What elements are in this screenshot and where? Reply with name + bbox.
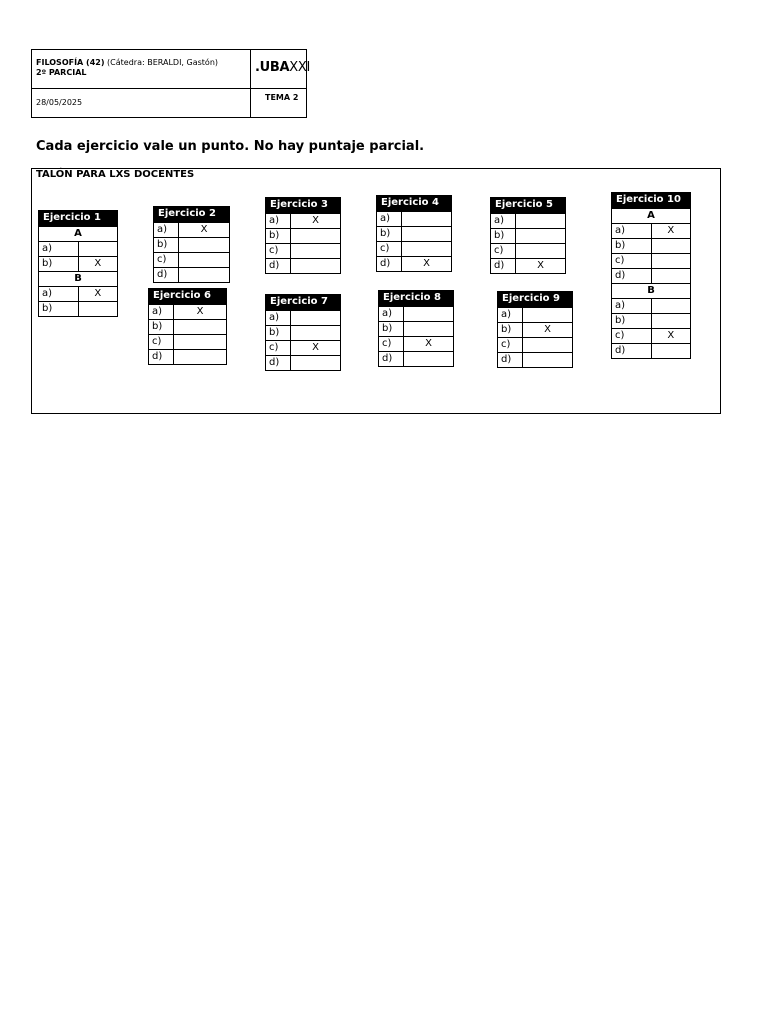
answer-mark-cell: [174, 320, 227, 335]
section-label: B: [612, 284, 691, 299]
answer-mark-cell: [404, 307, 454, 322]
exam-header: [31, 49, 311, 118]
answer-mark-cell: [523, 353, 573, 368]
option-label: a): [379, 307, 404, 322]
exercise-title: Ejercicio 6: [148, 288, 227, 304]
option-label: c): [612, 254, 652, 269]
answer-mark-cell: X: [523, 323, 573, 338]
uba-xxi-logo: .UBAXXI: [255, 60, 311, 75]
course-name: FILOSOFÍA (42): [36, 58, 105, 67]
answer-row: [498, 323, 573, 338]
answer-row: [266, 311, 341, 326]
option-label: c): [154, 253, 179, 268]
exercise-title: Ejercicio 1: [38, 210, 118, 226]
answer-row: [377, 227, 452, 242]
answer-row: [154, 238, 230, 253]
option-label: d): [377, 257, 402, 272]
answer-mark-cell: [291, 259, 341, 274]
answer-mark-cell: X: [402, 257, 452, 272]
answer-mark-cell: [402, 227, 452, 242]
answer-mark-cell: X: [404, 337, 454, 352]
answer-mark-cell: [179, 268, 230, 283]
answer-mark-cell: [174, 350, 227, 365]
answer-row: [149, 305, 227, 320]
exercise-title: Ejercicio 9: [497, 291, 573, 307]
answer-row: [612, 224, 691, 239]
exam-name: 2º PARCIAL: [36, 68, 87, 77]
answer-mark-cell: [516, 229, 566, 244]
answer-mark-cell: [404, 322, 454, 337]
option-label: d): [154, 268, 179, 283]
exercise-10: [611, 192, 691, 359]
option-label: c): [149, 335, 174, 350]
exercise-title: Ejercicio 7: [265, 294, 341, 310]
answer-row: [379, 352, 454, 367]
answer-mark-cell: [651, 254, 691, 269]
answer-mark-cell: [651, 314, 691, 329]
option-label: a): [491, 214, 516, 229]
answer-row: [39, 302, 118, 317]
answer-mark-cell: [291, 229, 341, 244]
answer-row: [379, 307, 454, 322]
answer-mark-cell: X: [78, 287, 118, 302]
option-label: b): [612, 314, 652, 329]
exercise-title: Ejercicio 8: [378, 290, 454, 306]
exercise-8: [378, 290, 454, 367]
answer-mark-cell: X: [174, 305, 227, 320]
tema-label: TEMA 2: [265, 93, 299, 102]
option-label: a): [39, 242, 79, 257]
answer-mark-cell: X: [516, 259, 566, 274]
exercise-2: [153, 206, 230, 283]
header-divider-horizontal: [32, 88, 306, 89]
option-label: d): [612, 344, 652, 359]
option-label: c): [377, 242, 402, 257]
option-label: b): [379, 322, 404, 337]
option-label: a): [498, 308, 523, 323]
answer-row: [612, 239, 691, 254]
answer-mark-cell: [179, 238, 230, 253]
option-label: a): [266, 214, 291, 229]
section-header-row: [39, 272, 118, 287]
answer-mark-cell: X: [651, 329, 691, 344]
answer-grid: [611, 208, 691, 359]
answer-row: [149, 350, 227, 365]
option-label: c): [266, 341, 291, 356]
answer-row: [612, 269, 691, 284]
exercise-title: Ejercicio 4: [376, 195, 452, 211]
option-label: b): [612, 239, 652, 254]
answer-row: [154, 223, 230, 238]
answer-row: [379, 337, 454, 352]
answer-row: [491, 244, 566, 259]
option-label: b): [154, 238, 179, 253]
answer-row: [266, 244, 341, 259]
answer-grid: [376, 211, 452, 272]
answer-grid: [153, 222, 230, 283]
answer-row: [612, 344, 691, 359]
answer-row: [491, 214, 566, 229]
option-label: a): [266, 311, 291, 326]
section-label: A: [612, 209, 691, 224]
answer-mark-cell: [516, 214, 566, 229]
answer-row: [266, 356, 341, 371]
instructions: Cada ejercicio vale un punto. No hay puntaje parcial.: [36, 139, 425, 154]
answer-row: [377, 257, 452, 272]
option-label: d): [612, 269, 652, 284]
answer-mark-cell: X: [651, 224, 691, 239]
option-label: c): [612, 329, 652, 344]
teacher-stub: [31, 168, 721, 414]
option-label: b): [39, 302, 79, 317]
answer-mark-cell: [291, 244, 341, 259]
exercise-title: Ejercicio 5: [490, 197, 566, 213]
answer-row: [149, 320, 227, 335]
answer-row: [612, 329, 691, 344]
answer-row: [149, 335, 227, 350]
answer-grid: [490, 213, 566, 274]
answer-mark-cell: [404, 352, 454, 367]
option-label: a): [154, 223, 179, 238]
option-label: d): [498, 353, 523, 368]
answer-row: [612, 299, 691, 314]
option-label: c): [379, 337, 404, 352]
answer-mark-cell: [78, 302, 118, 317]
exercise-title: Ejercicio 10: [611, 192, 691, 208]
answer-mark-cell: [78, 242, 118, 257]
answer-row: [491, 259, 566, 274]
exercise-4: [376, 195, 452, 272]
option-label: d): [266, 356, 291, 371]
answer-mark-cell: [651, 299, 691, 314]
option-label: b): [377, 227, 402, 242]
answer-grid: [497, 307, 573, 368]
option-label: a): [39, 287, 79, 302]
section-header-row: [612, 284, 691, 299]
answer-mark-cell: X: [78, 257, 118, 272]
exercise-title: Ejercicio 2: [153, 206, 230, 222]
answer-row: [498, 353, 573, 368]
course-info: [36, 58, 218, 78]
exercise-6: [148, 288, 227, 365]
answer-row: [154, 268, 230, 283]
option-label: b): [491, 229, 516, 244]
answer-mark-cell: [291, 356, 341, 371]
option-label: c): [266, 244, 291, 259]
exercise-1: [38, 210, 118, 317]
answer-row: [39, 242, 118, 257]
option-label: b): [149, 320, 174, 335]
answer-row: [266, 229, 341, 244]
option-label: b): [266, 326, 291, 341]
answer-row: [498, 338, 573, 353]
answer-row: [377, 212, 452, 227]
answer-mark-cell: [523, 308, 573, 323]
option-label: b): [39, 257, 79, 272]
answer-mark-cell: X: [291, 214, 341, 229]
option-label: d): [379, 352, 404, 367]
answer-mark-cell: X: [291, 341, 341, 356]
option-label: a): [612, 299, 652, 314]
answer-mark-cell: [174, 335, 227, 350]
answer-row: [379, 322, 454, 337]
answer-row: [266, 341, 341, 356]
exercise-5: [490, 197, 566, 274]
answer-row: [612, 314, 691, 329]
option-label: a): [612, 224, 652, 239]
option-label: d): [149, 350, 174, 365]
section-label: B: [39, 272, 118, 287]
answer-grid: [378, 306, 454, 367]
answer-row: [154, 253, 230, 268]
option-label: d): [266, 259, 291, 274]
answer-mark-cell: [523, 338, 573, 353]
answer-row: [377, 242, 452, 257]
option-label: c): [491, 244, 516, 259]
header-divider-vertical: [250, 50, 251, 117]
answer-grid: [265, 213, 341, 274]
exercise-3: [265, 197, 341, 274]
section-header-row: [39, 227, 118, 242]
answer-row: [498, 308, 573, 323]
exam-date: 28/05/2025: [36, 98, 83, 107]
answer-mark-cell: [291, 311, 341, 326]
answer-mark-cell: [651, 269, 691, 284]
answer-row: [39, 257, 118, 272]
answer-row: [491, 229, 566, 244]
option-label: b): [266, 229, 291, 244]
answer-mark-cell: [179, 253, 230, 268]
option-label: a): [149, 305, 174, 320]
chair-name: (Cátedra: BERALDI, Gastón): [107, 58, 219, 67]
exercise-9: [497, 291, 573, 368]
answer-mark-cell: [651, 344, 691, 359]
option-label: c): [498, 338, 523, 353]
answer-grid: [38, 226, 118, 317]
answer-row: [266, 259, 341, 274]
exercise-title: Ejercicio 3: [265, 197, 341, 213]
answer-grid: [265, 310, 341, 371]
section-header-row: [612, 209, 691, 224]
answer-grid: [148, 304, 227, 365]
answer-mark-cell: [651, 239, 691, 254]
option-label: b): [498, 323, 523, 338]
answer-mark-cell: X: [179, 223, 230, 238]
answer-mark-cell: [402, 242, 452, 257]
option-label: d): [491, 259, 516, 274]
option-label: a): [377, 212, 402, 227]
answer-row: [266, 326, 341, 341]
teacher-stub-title: TALÓN PARA LXS DOCENTES: [36, 169, 195, 180]
answer-mark-cell: [516, 244, 566, 259]
answer-row: [266, 214, 341, 229]
answer-mark-cell: [291, 326, 341, 341]
answer-mark-cell: [402, 212, 452, 227]
answer-row: [39, 287, 118, 302]
section-label: A: [39, 227, 118, 242]
answer-row: [612, 254, 691, 269]
exercise-7: [265, 294, 341, 371]
